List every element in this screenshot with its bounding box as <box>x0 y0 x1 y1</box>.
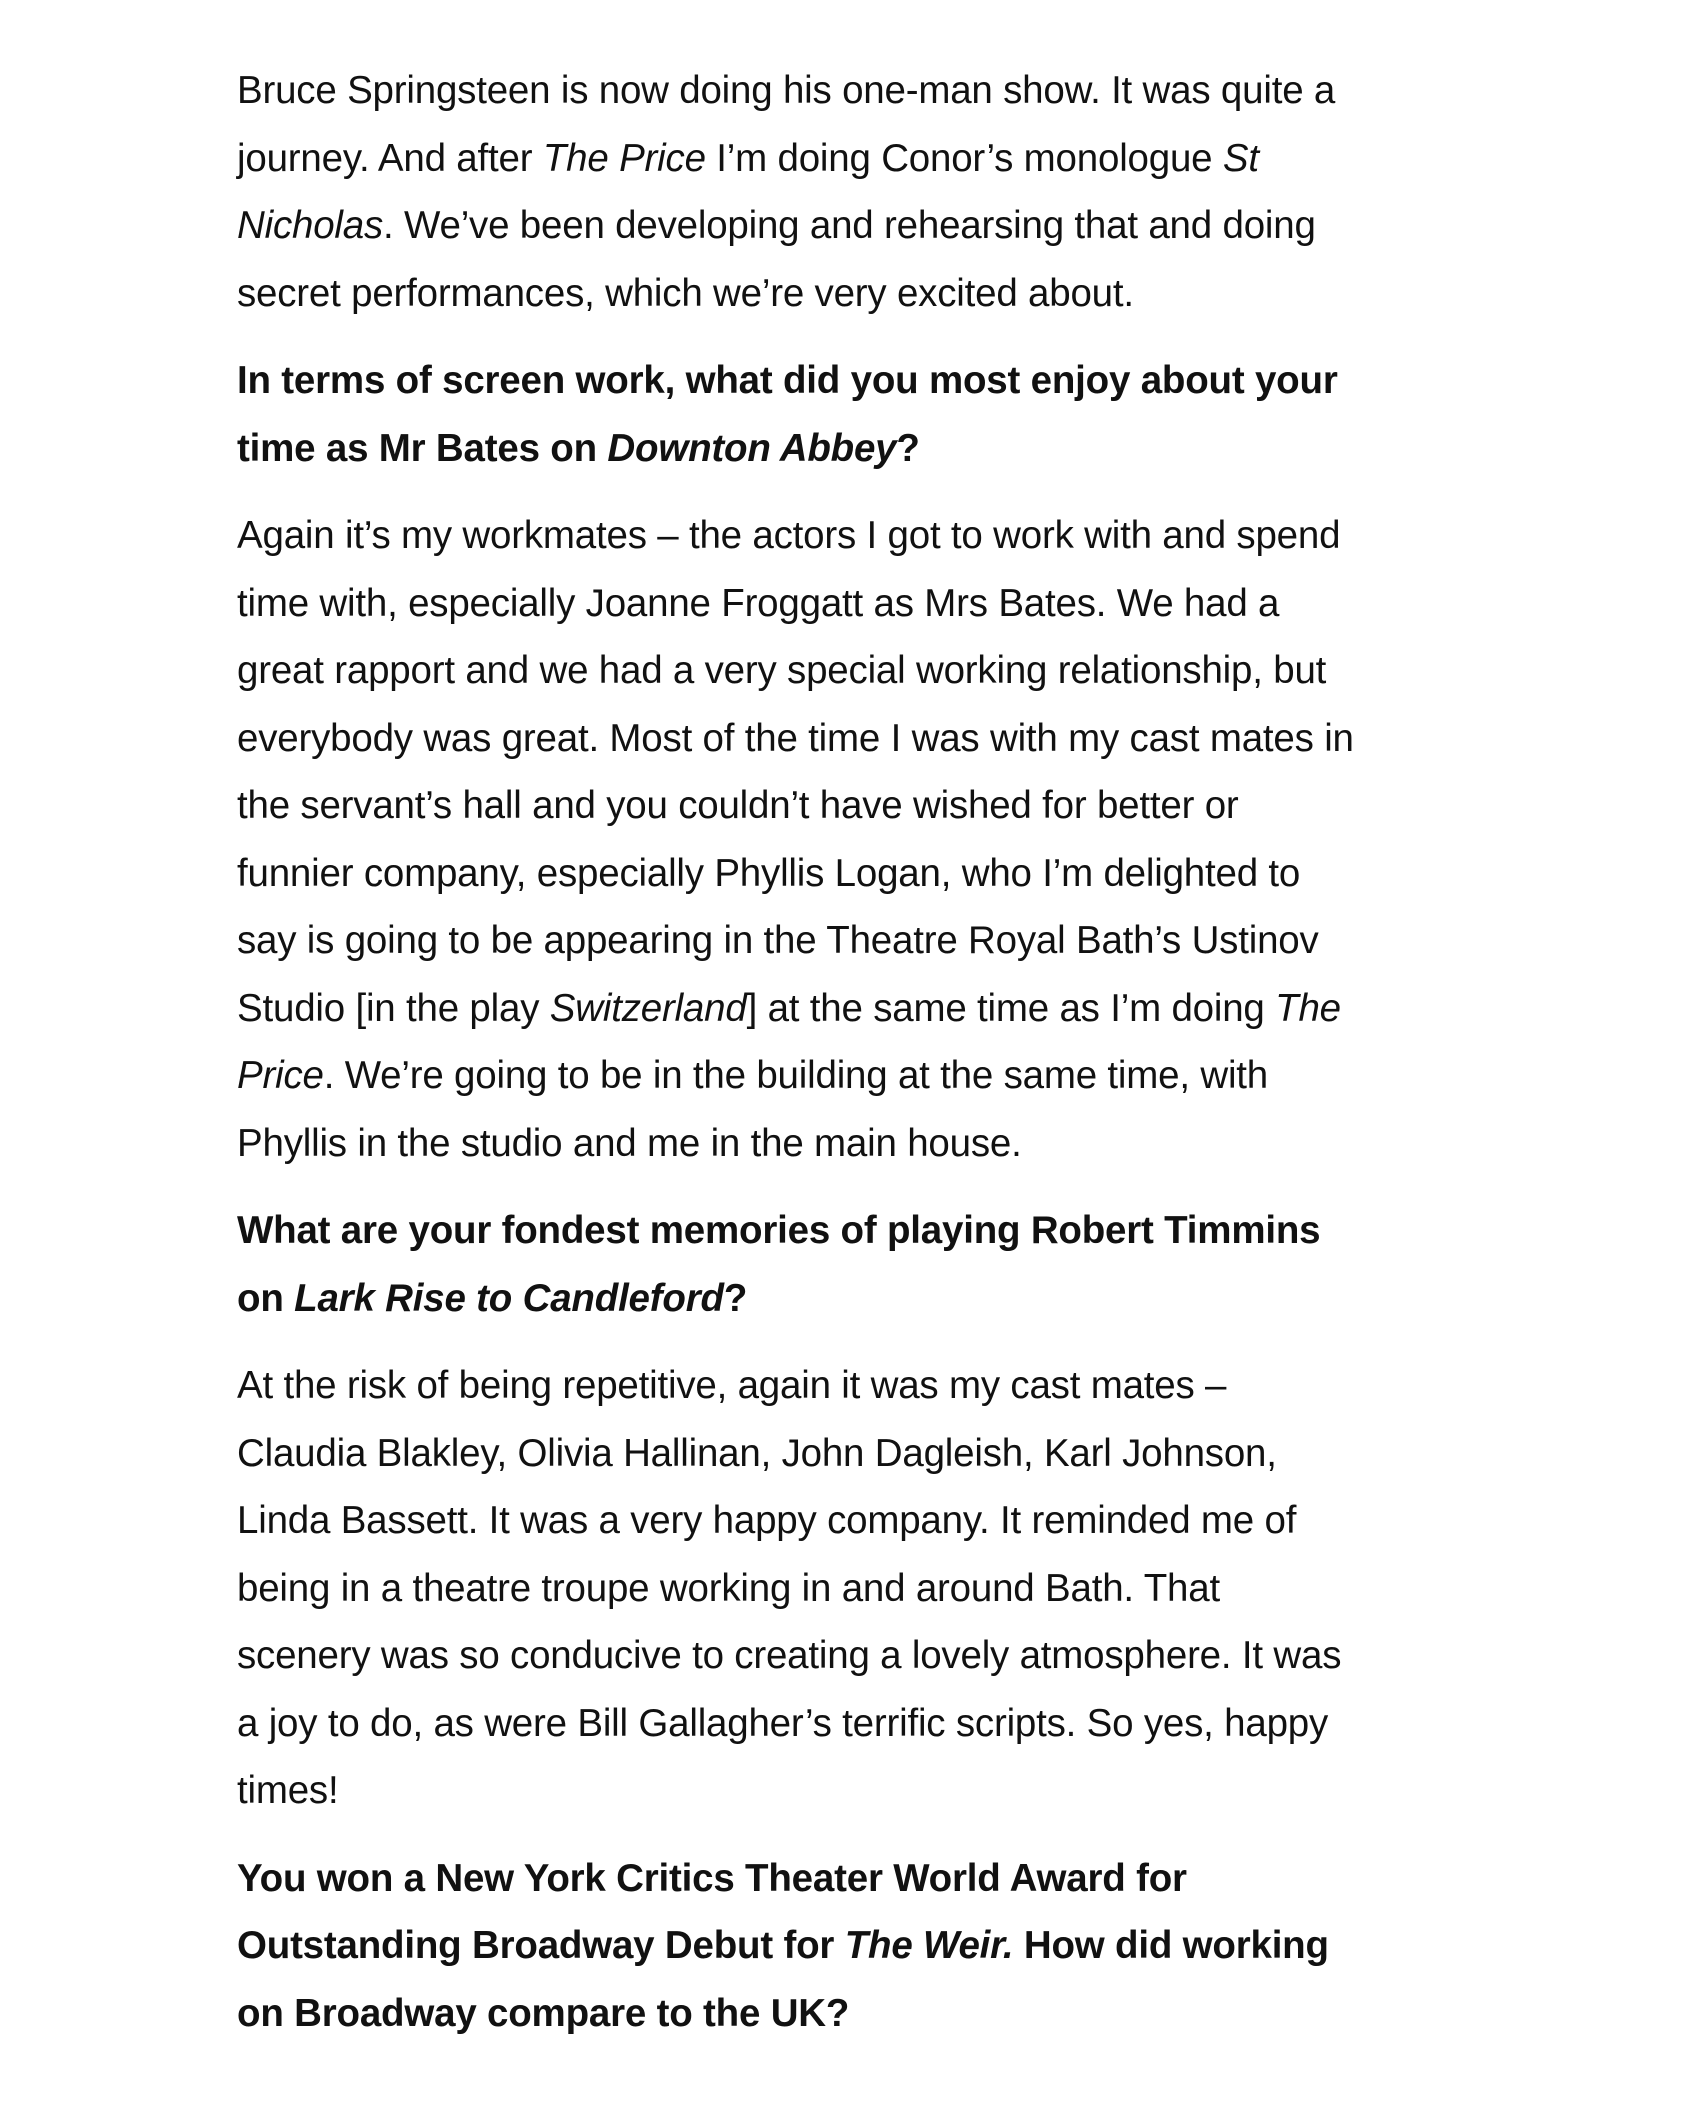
interview-question <box>237 1845 1517 2048</box>
text-line <box>237 57 1517 125</box>
text-line <box>237 705 1517 773</box>
text-line <box>237 1980 1517 2048</box>
text-segment: on <box>237 1276 295 1320</box>
text-segment: time as Mr Bates on <box>237 426 608 470</box>
text-line <box>237 975 1517 1043</box>
italic-title-text: Lark Rise to Candleford <box>294 1276 724 1320</box>
text-line <box>237 125 1517 193</box>
text-segment: everybody was great. Most of the time I was with my cast mates in <box>237 716 1354 760</box>
text-segment: times! <box>237 1769 339 1812</box>
text-segment: funnier company, especially Phyllis Logan, who I’m delighted to <box>237 851 1301 895</box>
interview-answer <box>237 502 1517 1177</box>
text-segment: a joy to do, as were Bill Gallagher’s terrific scripts. So yes, happy <box>237 1701 1329 1745</box>
text-segment: scenery was so conducive to creating a lovely atmosphere. It was <box>237 1634 1342 1677</box>
text-line <box>237 907 1517 975</box>
text-segment: ? <box>896 426 920 470</box>
text-segment: ? <box>723 1276 748 1320</box>
text-segment: Linda Bassett. It was a very happy company. It reminded me of <box>237 1499 1297 1542</box>
text-segment: What are your fondest memories of playing Robert Timmins <box>237 1209 1321 1252</box>
text-line <box>237 1487 1517 1555</box>
text-segment: . We’re going to be in the building at the same time, with <box>323 1054 1269 1097</box>
text-line <box>237 1110 1517 1178</box>
text-line <box>237 840 1517 908</box>
text-segment: say is going to be appearing in the Theatre Royal Bath’s Ustinov <box>237 919 1319 962</box>
text-line <box>237 192 1517 260</box>
text-line <box>237 415 1517 483</box>
text-line <box>237 1690 1517 1758</box>
text-line <box>237 1420 1517 1488</box>
text-segment: In terms of screen work, what did you most enjoy about your <box>237 359 1338 402</box>
italic-title-text: The Price <box>542 136 706 180</box>
text-segment: How did working <box>1013 1924 1329 1967</box>
text-line <box>237 1912 1517 1980</box>
text-line <box>237 347 1517 415</box>
text-segment: time with, especially Joanne Froggatt as Mrs Bates. We had a <box>237 581 1280 625</box>
text-segment: Phyllis in the studio and me in the main house. <box>237 1121 1022 1165</box>
text-segment: At the risk of being repetitive, again it was my cast mates – <box>237 1364 1227 1407</box>
text-segment: on Broadway compare to the UK? <box>237 1991 850 2035</box>
text-line <box>237 1042 1517 1110</box>
italic-title-text: Downton Abbey <box>607 426 897 470</box>
italic-title-text: Price <box>237 1054 324 1097</box>
text-line <box>237 637 1517 705</box>
italic-title-text: St <box>1222 136 1259 180</box>
text-line <box>237 1197 1517 1265</box>
document-body <box>237 57 1517 2047</box>
italic-title-text: The <box>1275 986 1341 1030</box>
text-segment: Outstanding Broadway Debut for <box>237 1924 845 1967</box>
text-line <box>237 1757 1517 1825</box>
text-line <box>237 1265 1517 1333</box>
text-segment: secret performances, which we’re very excited about. <box>237 271 1134 315</box>
italic-title-text: The Weir. <box>844 1924 1014 1967</box>
text-line <box>237 1352 1517 1420</box>
interview-question <box>237 1197 1517 1332</box>
interview-question <box>237 347 1517 482</box>
text-line <box>237 570 1517 638</box>
document-page <box>237 57 1517 2067</box>
text-line <box>237 1845 1517 1913</box>
text-segment: great rapport and we had a very special working relationship, but <box>237 649 1327 692</box>
text-line <box>237 502 1517 570</box>
text-segment: Bruce Springsteen is now doing his one-man show. It was quite a <box>237 69 1336 112</box>
text-segment: ] at the same time as I’m doing <box>746 986 1276 1030</box>
text-segment: the servant’s hall and you couldn’t have wished for better or <box>237 784 1239 827</box>
text-segment: journey. And after <box>237 136 543 180</box>
italic-title-text: Switzerland <box>549 986 747 1030</box>
italic-title-text: Nicholas <box>237 204 384 247</box>
interview-answer <box>237 57 1517 327</box>
text-segment: Claudia Blakley, Olivia Hallinan, John Dagleish, Karl Johnson, <box>237 1431 1277 1475</box>
text-segment: You won a New York Critics Theater World Award for <box>237 1856 1187 1900</box>
text-segment: Studio [in the play <box>237 986 550 1030</box>
text-line <box>237 772 1517 840</box>
text-line <box>237 260 1517 328</box>
text-segment: I’m doing Conor’s monologue <box>705 136 1223 180</box>
interview-answer <box>237 1352 1517 1825</box>
text-line <box>237 1555 1517 1623</box>
text-segment: Again it’s my workmates – the actors I got to work with and spend <box>237 514 1341 557</box>
text-line <box>237 1622 1517 1690</box>
text-segment: being in a theatre troupe working in and around Bath. That <box>237 1566 1220 1610</box>
text-segment: . We’ve been developing and rehearsing that and doing <box>383 204 1316 247</box>
